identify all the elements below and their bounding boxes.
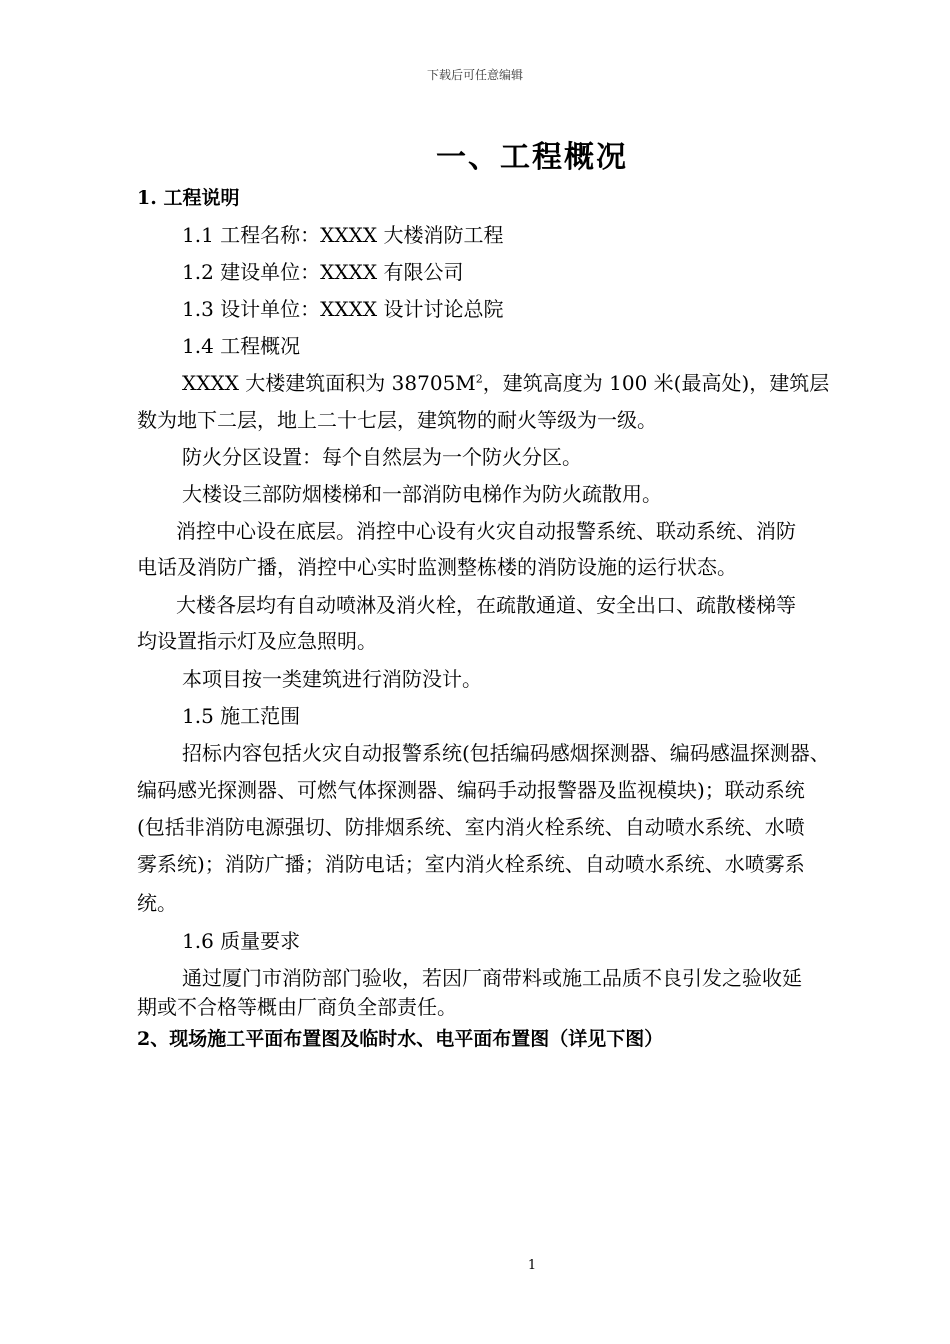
page-header-note: 下载后可任意编辑 bbox=[426, 68, 523, 82]
scope-line-3: (包括非消防电源强切、防排烟系统、室内消火栓系统、自动喷水系统、水喷 bbox=[137, 815, 805, 839]
quality-line-2: 期或不合格等概由厂商负全部责任。 bbox=[137, 995, 457, 1019]
overview-line-1 bbox=[182, 369, 829, 397]
scope-line-1: 招标内容包括火灾自动报警系统(包括编码感烟探测器、编码感温探测器、 bbox=[182, 741, 830, 765]
control-center-line-2: 电话及消防广播，消控中心实时监测整栋楼的消防设施的运行状态。 bbox=[137, 555, 737, 579]
page-number: 1 bbox=[527, 1258, 537, 1273]
page-title: 一、工程概况 bbox=[436, 140, 628, 175]
item-1-4: 1.4 工程概况 bbox=[182, 334, 301, 358]
sprinkler-line-2: 均设置指示灯及应急照明。 bbox=[137, 629, 377, 653]
building-class-text: 本项目按一类建筑进行消防没计。 bbox=[182, 667, 482, 691]
scope-line-4: 雾系统)；消防广播；消防电话；室内消火栓系统、自动喷水系统、水喷雾系 bbox=[137, 852, 805, 876]
item-1-3: 1.3 设计单位：XXXX 设计讨论总院 bbox=[182, 297, 504, 321]
quality-line-1: 通过厦门市消防部门验收，若因厂商带料或施工品质不良引发之验收延 bbox=[182, 966, 802, 990]
scope-line-2: 编码感光探测器、可燃气体探测器、编码手动报警器及监视模块)；联动系统 bbox=[137, 778, 805, 802]
control-center-line-1: 消控中心设在底层。消控中心设有火灾自动报警系统、联动系统、消防 bbox=[176, 519, 796, 543]
section-2-heading: 2、现场施工平面布置图及临时水、电平面布置图（详见下图） bbox=[137, 1028, 664, 1050]
overview-superscript: 2 bbox=[475, 372, 483, 386]
fire-zone-text: 防火分区设置：每个自然层为一个防火分区。 bbox=[182, 445, 582, 469]
item-1-2: 1.2 建设单位：XXXX 有限公司 bbox=[182, 260, 464, 284]
item-1-6: 1.6 质量要求 bbox=[182, 929, 301, 953]
stairs-text: 大楼设三部防烟楼梯和一部消防电梯作为防火疏散用。 bbox=[182, 482, 662, 506]
section-1-heading: 1. 工程说明 bbox=[137, 187, 240, 209]
item-1-1: 1.1 工程名称：XXXX 大楼消防工程 bbox=[182, 223, 504, 247]
item-1-5: 1.5 施工范围 bbox=[182, 704, 301, 728]
overview-text-a: XXXX 大楼建筑面积为 38705M bbox=[182, 371, 476, 395]
scope-line-5: 统。 bbox=[137, 891, 177, 915]
overview-line-2: 数为地下二层，地上二十七层，建筑物的耐火等级为一级。 bbox=[137, 408, 657, 432]
overview-text-b: ，建筑高度为 100 米(最高处)，建筑层 bbox=[482, 371, 830, 395]
sprinkler-line-1: 大楼各层均有自动喷淋及消火栓，在疏散通道、安全出口、疏散楼梯等 bbox=[176, 593, 796, 617]
